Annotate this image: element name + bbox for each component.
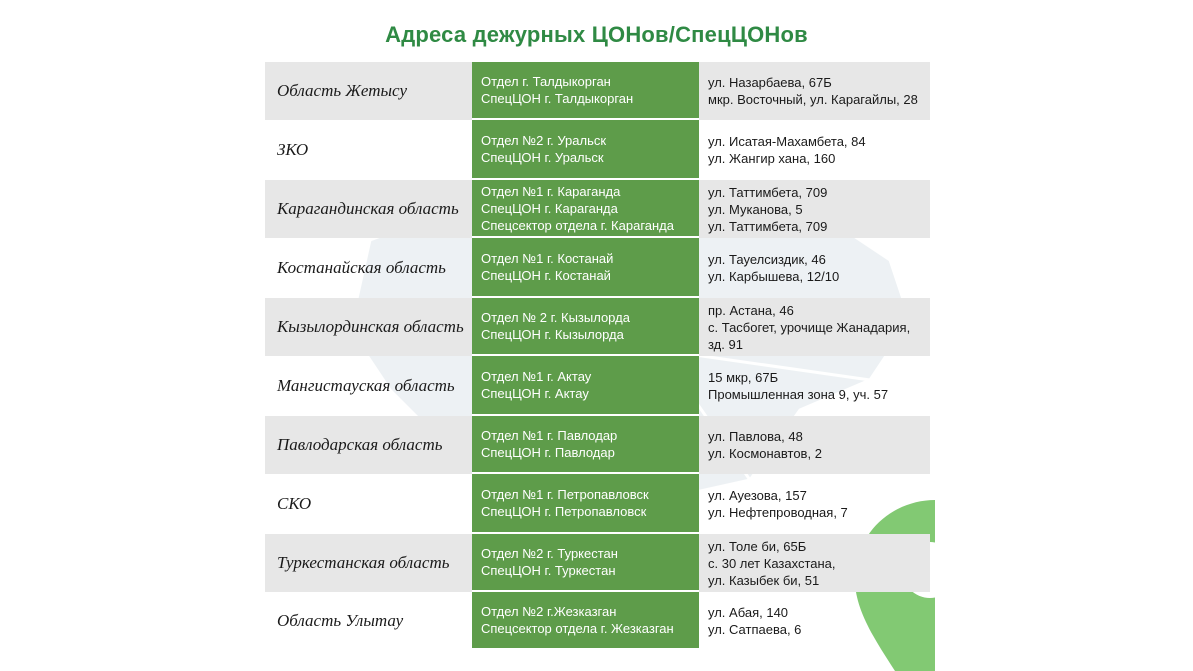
address-line: 15 мкр, 67Б (708, 370, 779, 385)
office-name: Отдел г. Талдыкорган (481, 74, 611, 89)
office-name: СпецЦОН г. Талдыкорган (481, 91, 634, 106)
address-line: ул. Муканова, 5 (708, 201, 803, 217)
office-name: Отдел № 2 г. Кызылорда (481, 310, 630, 325)
table-row (265, 62, 930, 120)
office-list (472, 62, 699, 120)
address-list (706, 416, 930, 474)
table-row (265, 238, 930, 298)
address-line: ул. Карбышева, 12/10 (708, 269, 840, 284)
address-list (706, 120, 930, 180)
table-row (265, 474, 930, 534)
office-name: СпецЦОН г. Туркестан (481, 563, 616, 578)
office-name: Отдел №1 г. Петропавловск (481, 487, 649, 502)
region-name: Кызылординская область (277, 317, 464, 336)
office-list (472, 238, 699, 298)
address-line: ул. Казыбек би, 51 (708, 572, 820, 588)
address-line: ул. Жангир хана, 160 (708, 151, 836, 166)
address-line: мкр. Восточный, ул. Карагайлы, 28 (708, 92, 918, 107)
address-line: ул. Космонавтов, 2 (708, 446, 822, 461)
office-list (472, 298, 699, 356)
region-name: СКО (277, 494, 312, 513)
office-name: Отдел №2 г. Туркестан (481, 546, 618, 561)
address-list (706, 180, 930, 238)
address-line: ул. Ауезова, 157 (708, 488, 807, 503)
table-row (265, 120, 930, 180)
address-list (706, 534, 930, 592)
address-line: ул. Исатая-Махамбета, 84 (708, 134, 866, 149)
table-row (265, 180, 930, 238)
office-name: СпецЦОН г. Костанай (481, 268, 611, 283)
office-list (472, 180, 699, 238)
table-row (265, 592, 930, 650)
address-list (706, 592, 930, 650)
office-name: Отдел №1 г. Караганда (481, 183, 621, 199)
region-name: Карагандинская область (277, 199, 459, 218)
office-name: СпецЦОН г. Караганда (481, 200, 618, 216)
address-line: пр. Астана, 46 (708, 302, 794, 318)
office-name: Отдел №1 г. Костанай (481, 251, 614, 266)
office-list (472, 120, 699, 180)
office-name: СпецЦОН г. Кызылорда (481, 327, 624, 342)
address-line: ул. Тауелсиздик, 46 (708, 252, 826, 267)
address-line: с. 30 лет Казахстана, (708, 555, 836, 571)
address-line: ул. Сатпаева, 6 (708, 622, 802, 637)
table-row (265, 298, 930, 356)
office-name: Отдел №2 г.Жезказган (481, 604, 617, 619)
address-line: зд. 91 (708, 336, 743, 352)
office-name: Отдел №1 г. Павлодар (481, 428, 618, 443)
region-name: Мангистауская область (277, 376, 455, 395)
address-list (706, 238, 930, 298)
office-name: СпецЦОН г. Павлодар (481, 445, 615, 460)
office-name: СпецЦОН г. Актау (481, 386, 589, 401)
page-title: Адреса дежурных ЦОНов/СпецЦОНов (385, 22, 808, 47)
address-list (706, 474, 930, 534)
office-list (472, 356, 699, 416)
region-name: Область Жетысу (277, 81, 407, 100)
address-line: ул. Назарбаева, 67Б (708, 75, 832, 90)
address-line: Промышленная зона 9, уч. 57 (708, 387, 889, 402)
region-name: Павлодарская область (277, 435, 443, 454)
region-name: Область Улытау (277, 611, 404, 630)
office-list (472, 416, 699, 474)
office-list (472, 534, 699, 592)
address-line: ул. Абая, 140 (708, 605, 789, 620)
office-name: СпецЦОН г. Уральск (481, 150, 604, 165)
address-line: с. Тасбогет, урочище Жанадария, (708, 319, 911, 335)
region-name: ЗКО (277, 140, 309, 159)
address-list (706, 356, 930, 416)
office-name: Отдел №1 г. Актау (481, 369, 592, 384)
region-name: Костанайская область (277, 258, 446, 277)
address-list (706, 298, 930, 356)
office-name: Отдел №2 г. Уральск (481, 133, 607, 148)
table-row (265, 356, 930, 416)
address-line: ул. Нефтепроводная, 7 (708, 505, 848, 520)
region-name: Туркестанская область (277, 553, 450, 572)
address-line: ул. Толе би, 65Б (708, 538, 807, 554)
office-list (472, 474, 699, 534)
office-list (472, 592, 699, 650)
office-name: Спецсектор отдела г. Караганда (481, 217, 675, 233)
office-name: Спецсектор отдела г. Жезказган (481, 621, 674, 636)
address-line: ул. Таттимбета, 709 (708, 218, 828, 234)
office-name: СпецЦОН г. Петропавловск (481, 504, 647, 519)
table-row (265, 534, 930, 592)
address-line: ул. Павлова, 48 (708, 429, 803, 444)
address-list (706, 62, 930, 120)
address-line: ул. Таттимбета, 709 (708, 184, 828, 200)
table-row (265, 416, 930, 474)
